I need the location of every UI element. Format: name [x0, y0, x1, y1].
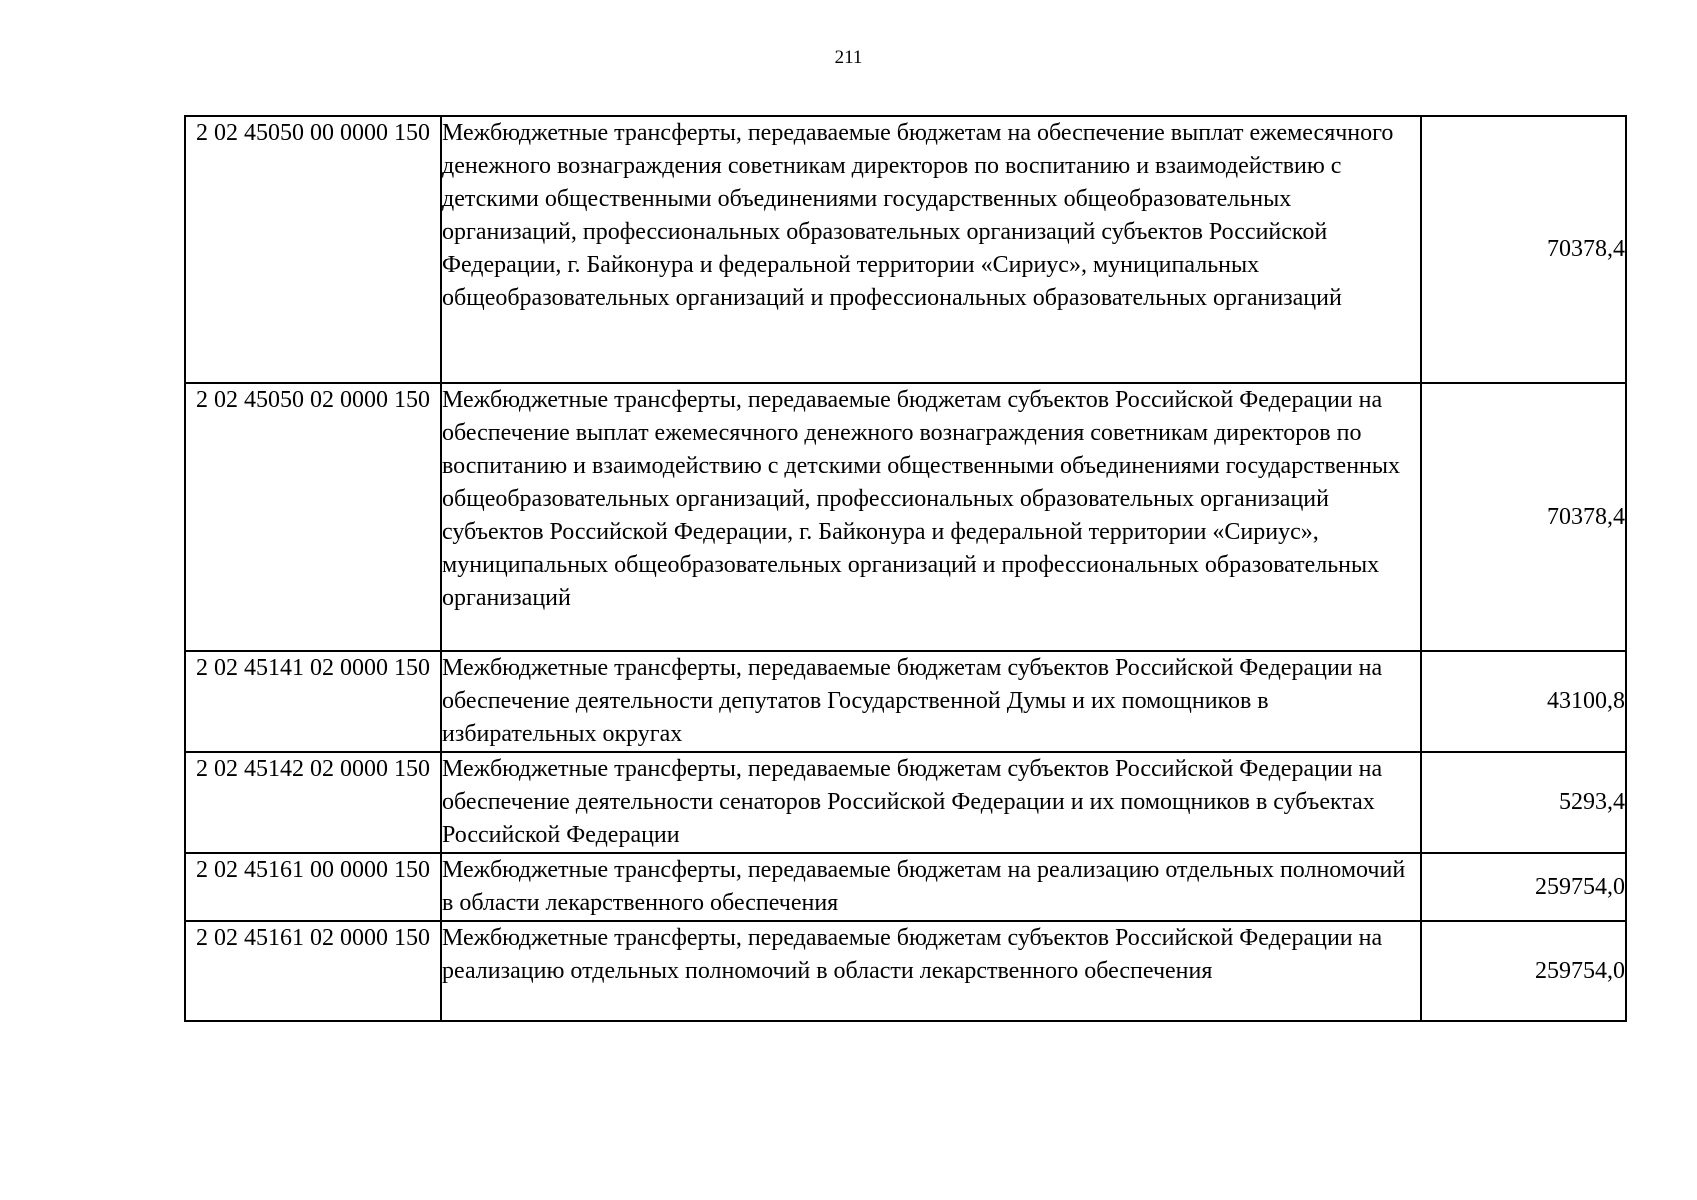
table-row [185, 651, 1626, 752]
revenue-name-cell: Межбюджетные трансферты, передаваемые бюджетам субъектов Российской Федерации на обеспечение деятельности депутатов Государственной Думы и их помощников в избирательных округах [441, 651, 1421, 752]
amount-cell: 5293,4 [1421, 752, 1626, 853]
amount-cell: 259754,0 [1421, 921, 1626, 1021]
amount-cell: 70378,4 [1421, 383, 1626, 651]
budget-code-cell: 2 02 45142 02 0000 150 [185, 752, 441, 853]
table-row [185, 116, 1626, 383]
table-row [185, 383, 1626, 651]
budget-code-cell: 2 02 45161 00 0000 150 [185, 853, 441, 921]
amount-cell: 43100,8 [1421, 651, 1626, 752]
table-row [185, 853, 1626, 921]
budget-code-cell: 2 02 45161 02 0000 150 [185, 921, 441, 1021]
budget-revenue-table [184, 115, 1627, 1022]
budget-code-cell: 2 02 45141 02 0000 150 [185, 651, 441, 752]
page-number: 211 [834, 47, 863, 68]
revenue-name-cell: Межбюджетные трансферты, передаваемые бюджетам на реализацию отдельных полномочий в области лекарственного обеспечения [441, 853, 1421, 921]
revenue-name-cell: Межбюджетные трансферты, передаваемые бюджетам субъектов Российской Федерации на обеспечение выплат ежемесячного денежного вознаграждения советникам директоров по воспитанию и взаимодействию с детскими общественными объединениями государственных общеобразовательных организаций, профессиональных образовательных организаций субъектов Российской Федерации, г. Байконура и федеральной территории «Сириус», муниципальных общеобразовательных организаций и профессиональных образовательных организаций [441, 383, 1421, 651]
budget-code-cell: 2 02 45050 02 0000 150 [185, 383, 441, 651]
budget-code-cell: 2 02 45050 00 0000 150 [185, 116, 441, 383]
revenue-name-cell: Межбюджетные трансферты, передаваемые бюджетам на обеспечение выплат ежемесячного денежного вознаграждения советникам директоров по воспитанию и взаимодействию с детскими общественными объединениями государственных общеобразовательных организаций, профессиональных образовательных организаций субъектов Российской Федерации, г. Байконура и федеральной территории «Сириус», муниципальных общеобразовательных организаций и профессиональных образовательных организаций [441, 116, 1421, 383]
amount-cell: 259754,0 [1421, 853, 1626, 921]
table-row [185, 752, 1626, 853]
revenue-name-cell: Межбюджетные трансферты, передаваемые бюджетам субъектов Российской Федерации на реализацию отдельных полномочий в области лекарственного обеспечения [441, 921, 1421, 1021]
table-row [185, 921, 1626, 1021]
revenue-name-cell: Межбюджетные трансферты, передаваемые бюджетам субъектов Российской Федерации на обеспечение деятельности сенаторов Российской Федерации и их помощников в субъектах Российской Федерации [441, 752, 1421, 853]
amount-cell: 70378,4 [1421, 116, 1626, 383]
